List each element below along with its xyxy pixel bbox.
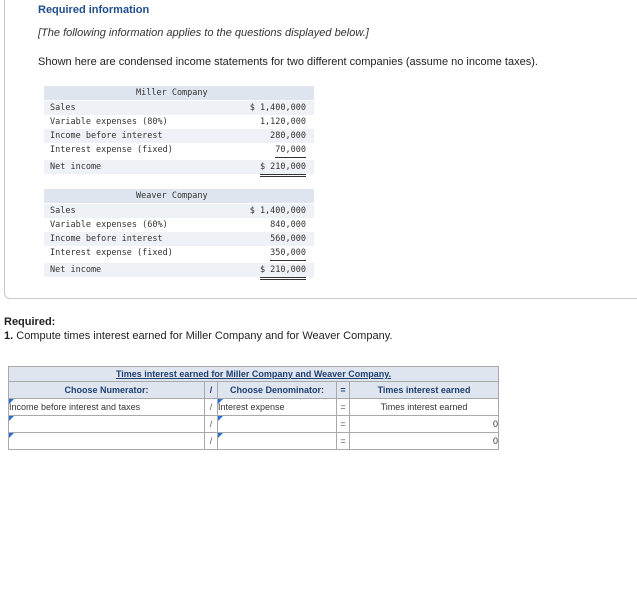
- row-label: Net income: [50, 265, 102, 275]
- miller-statement-title: Miller Company: [44, 86, 314, 100]
- row-label: Income before interest: [50, 234, 163, 244]
- row-label: Sales: [50, 206, 76, 216]
- equals-sign: =: [337, 399, 350, 416]
- miller-income-statement: [44, 86, 314, 174]
- row-label: Interest expense (fixed): [50, 248, 173, 258]
- miller-denominator-input[interactable]: [218, 416, 337, 433]
- table-row: [9, 399, 499, 416]
- weaver-row-net-income: [44, 263, 314, 277]
- divide-header: /: [205, 382, 218, 399]
- row-value: 70,000: [275, 143, 306, 158]
- row-value: $ 210,000: [260, 160, 306, 177]
- row-label: Sales: [50, 103, 76, 113]
- information-description: Shown here are condensed income statements for two different companies (assume no income taxes).: [38, 56, 538, 68]
- required-question: [4, 330, 392, 342]
- row-label: Net income: [50, 162, 102, 172]
- miller-row-net-income: [44, 160, 314, 174]
- row-label: Variable expenses (80%): [50, 117, 168, 127]
- result-label: Times interest earned: [350, 399, 499, 416]
- row-value: $ 1,400,000: [249, 103, 306, 113]
- weaver-row-variable-expenses: [44, 218, 314, 232]
- row-value: 560,000: [270, 234, 306, 244]
- divide-sign: /: [205, 433, 218, 450]
- divide-sign: /: [205, 399, 218, 416]
- weaver-statement-title: Weaver Company: [44, 189, 314, 203]
- equals-sign: =: [337, 433, 350, 450]
- row-value: $ 1,400,000: [249, 206, 306, 216]
- divide-sign: /: [205, 416, 218, 433]
- table-row: [9, 416, 499, 433]
- miller-row-variable-expenses: [44, 115, 314, 129]
- row-value: 840,000: [270, 218, 306, 233]
- weaver-row-sales: [44, 204, 314, 218]
- numerator-select[interactable]: Income before interest and taxes: [9, 399, 205, 416]
- weaver-income-statement: [44, 189, 314, 277]
- row-value: 1,120,000: [260, 115, 306, 130]
- miller-row-income-before-interest: [44, 129, 314, 143]
- denominator-header: Choose Denominator:: [218, 382, 337, 399]
- weaver-denominator-input[interactable]: [218, 433, 337, 450]
- numerator-header: Choose Numerator:: [9, 382, 205, 399]
- equals-header: =: [337, 382, 350, 399]
- table-row: [9, 433, 499, 450]
- question-text: Compute times interest earned for Miller Company and for Weaver Company.: [13, 330, 393, 342]
- row-label: Variable expenses (60%): [50, 220, 168, 230]
- row-value: 350,000: [270, 246, 306, 261]
- result-header: Times interest earned: [350, 382, 499, 399]
- denominator-select[interactable]: Interest expense: [218, 399, 337, 416]
- miller-row-sales: [44, 101, 314, 115]
- miller-numerator-input[interactable]: [9, 416, 205, 433]
- row-label: Income before interest: [50, 131, 163, 141]
- table-header-row: [9, 382, 499, 399]
- table-caption-row: [9, 367, 499, 382]
- times-interest-earned-table: [8, 366, 499, 450]
- weaver-numerator-input[interactable]: [9, 433, 205, 450]
- question-number: 1.: [4, 330, 14, 342]
- miller-result-value: 0: [350, 416, 499, 433]
- weaver-result-value: 0: [350, 433, 499, 450]
- row-value: 280,000: [270, 131, 306, 141]
- weaver-row-income-before-interest: [44, 232, 314, 246]
- row-value: $ 210,000: [260, 263, 306, 280]
- information-note: [The following information applies to the questions displayed below.]: [38, 27, 369, 39]
- weaver-row-interest-expense: [44, 246, 314, 260]
- table-caption: Times interest earned for Miller Company and Weaver Company.: [9, 367, 499, 382]
- miller-row-interest-expense: [44, 143, 314, 157]
- equals-sign: =: [337, 416, 350, 433]
- required-information-title: Required information: [38, 4, 150, 16]
- required-heading: Required:: [4, 316, 56, 328]
- row-label: Interest expense (fixed): [50, 145, 173, 155]
